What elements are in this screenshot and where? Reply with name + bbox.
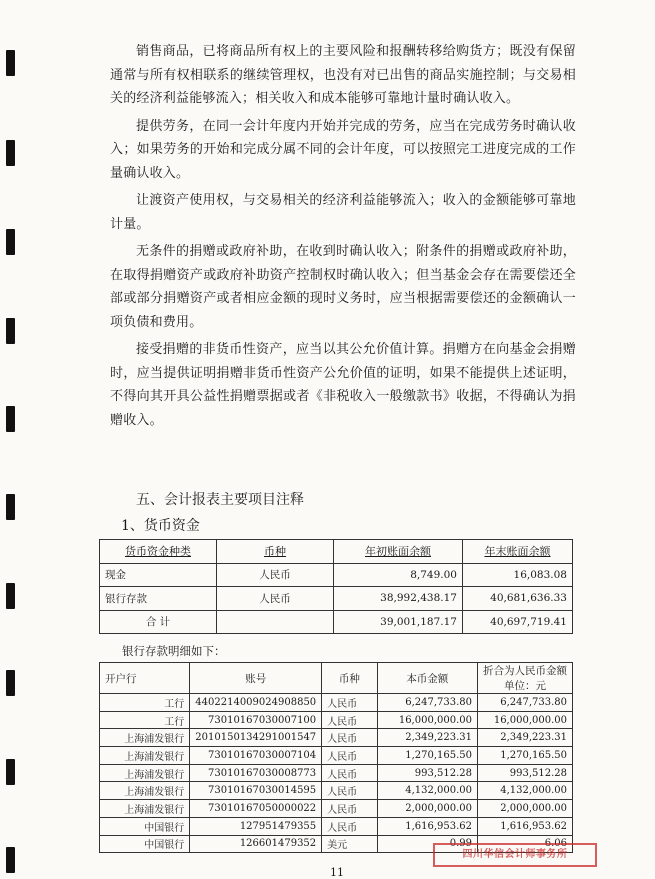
paragraph: 提供劳务，在同一会计年度内开始并完成的劳务，应当在完成劳务时确认收入；如果劳务的开始和完成分属不同的会计年度，可以按照完工进度完成的工作量确认收入。 xyxy=(110,118,576,181)
table-total-row xyxy=(100,610,573,634)
cell-bank: 上海浦发银行 xyxy=(100,729,190,747)
table-row xyxy=(100,800,573,818)
cell-bank: 上海浦发银行 xyxy=(100,800,190,818)
binding-mark xyxy=(6,140,15,166)
cell-bank: 工行 xyxy=(100,711,190,729)
cell-begin: 8,749.00 xyxy=(334,563,463,587)
cell-amount: 4,132,000.00 xyxy=(377,782,477,800)
binding-mark xyxy=(6,318,15,344)
cell-amount: 2,000,000.00 xyxy=(377,800,477,818)
cell-amount: 0.99 xyxy=(377,835,477,853)
table-row xyxy=(100,563,573,587)
cash-table xyxy=(99,539,573,634)
cell-rmb: 2,000,000.00 xyxy=(478,800,573,818)
cell-bank: 中国银行 xyxy=(100,835,190,853)
table-row xyxy=(100,729,573,747)
bank-table xyxy=(99,662,573,853)
cell-currency: 人民币 xyxy=(217,563,334,587)
subsection-title: 1、货币资金 xyxy=(121,518,200,534)
paragraph: 让渡资产使用权，与交易相关的经济利益能够流入；收入的金额能够可靠地计量。 xyxy=(110,193,576,232)
cell-currency: 美元 xyxy=(322,835,377,853)
cell-account: 127951479355 xyxy=(190,817,322,835)
cell-currency: 人民币 xyxy=(217,587,334,611)
column-header: 开户行 xyxy=(100,663,190,694)
cell-bank: 中国银行 xyxy=(100,817,190,835)
cell-amount: 2,349,223.31 xyxy=(377,729,477,747)
cell-type: 银行存款 xyxy=(100,587,217,611)
column-header: 年末账面余额 xyxy=(463,540,573,564)
column-header: 币种 xyxy=(217,540,334,564)
column-header: 币种 xyxy=(322,663,377,694)
page-number: 11 xyxy=(330,866,344,879)
cell-rmb: 1,616,953.62 xyxy=(478,817,573,835)
paragraph: 接受捐赠的非货币性资产，应当以其公允价值计算。捐赠方在向基金会捐赠时，应当提供证明捐赠非货币性资产公允价值的证明，如果不能提供上述证明，不得向其开具公益性捐赠票据或者《非税收入一般缴款书》收据，不得确认为捐赠收入。 xyxy=(110,342,576,428)
cell-currency: 人民币 xyxy=(322,817,377,835)
column-header xyxy=(478,663,573,694)
binding-mark xyxy=(6,229,15,255)
cell-type: 现金 xyxy=(100,563,217,587)
paragraph: 无条件的捐赠或政府补助，在收到时确认收入；附条件的捐赠或政府补助，在取得捐赠资产或政府补助资产控制权时确认收入；但当基金会存在需要偿还全部或部分捐赠资产或者相应金额的现时义务时，应当根据需要偿还的金额确认一项负债和费用。 xyxy=(110,244,576,330)
cell-amount: 6,247,733.80 xyxy=(377,694,477,712)
cell-end: 40,681,636.33 xyxy=(463,587,573,611)
column-header: 本币金额 xyxy=(377,663,477,694)
cell-currency: 人民币 xyxy=(322,782,377,800)
column-header-title: 折合为人民币金额 xyxy=(483,665,567,677)
table-row xyxy=(100,782,573,800)
cell-rmb: 1,270,165.50 xyxy=(478,747,573,765)
cell-empty xyxy=(217,610,334,634)
table-header-row xyxy=(100,540,573,564)
cell-rmb: 993,512.28 xyxy=(478,764,573,782)
bank-detail-note: 银行存款明细如下： xyxy=(122,644,226,658)
cell-end: 16,083.08 xyxy=(463,563,573,587)
cell-amount: 1,270,165.50 xyxy=(377,747,477,765)
cell-rmb: 2,349,223.31 xyxy=(478,729,573,747)
cell-amount: 1,616,953.62 xyxy=(377,817,477,835)
cell-amount: 16,000,000.00 xyxy=(377,711,477,729)
binding-mark xyxy=(6,670,15,696)
table-header-row xyxy=(100,663,573,694)
cell-bank: 工行 xyxy=(100,694,190,712)
cell-begin: 38,992,438.17 xyxy=(334,587,463,611)
table-row xyxy=(100,711,573,729)
table-row xyxy=(100,817,573,835)
binding-mark xyxy=(6,406,15,432)
table-row xyxy=(100,587,573,611)
cell-currency: 人民币 xyxy=(322,764,377,782)
cell-account: 2010150134291001547 xyxy=(190,729,322,747)
binding-mark xyxy=(6,50,15,76)
table-row xyxy=(100,694,573,712)
cell-account: 7301016703000710​0 xyxy=(190,711,322,729)
column-header: 账号 xyxy=(190,663,322,694)
binding-mark xyxy=(6,494,15,520)
cell-account: 4402214009024908850 xyxy=(190,694,322,712)
cell-rmb: 4,132,000.00 xyxy=(478,782,573,800)
table-row xyxy=(100,747,573,765)
cell-currency: 人民币 xyxy=(322,729,377,747)
total-end: 40,697,719.41 xyxy=(463,610,573,634)
binding-mark xyxy=(6,759,15,785)
company-seal: 四川华信会计师事务所 xyxy=(433,843,597,867)
column-header: 货币资金种类 xyxy=(100,540,217,564)
cell-rmb: 16,000,000.00 xyxy=(478,711,573,729)
cell-bank: 上海浦发银行 xyxy=(100,764,190,782)
cell-bank: 上海浦发银行 xyxy=(100,782,190,800)
cell-currency: 人民币 xyxy=(322,747,377,765)
unit-label: 单位：元 xyxy=(504,680,546,692)
cell-amount: 993,512.28 xyxy=(377,764,477,782)
cell-currency: 人民币 xyxy=(322,800,377,818)
cell-bank: 上海浦发银行 xyxy=(100,747,190,765)
cell-account: 73010167050000022 xyxy=(190,800,322,818)
total-label: 合 计 xyxy=(100,610,217,634)
section-title: 五、会计报表主要项目注释 xyxy=(136,492,304,508)
cell-currency: 人民币 xyxy=(322,694,377,712)
binding-mark xyxy=(6,847,15,873)
cell-rmb: 6.06 xyxy=(478,835,573,853)
binding-mark xyxy=(6,583,15,609)
table-row xyxy=(100,764,573,782)
cell-currency: 人民币 xyxy=(322,711,377,729)
paragraph: 销售商品，已将商品所有权上的主要风险和报酬转移给购货方；既没有保留通常与所有权相联系的继续管理权，也没有对已出售的商品实施控制；与交易相关的经济利益能够流入；相关收入和成本能够可靠地计量时确认收入。 xyxy=(110,44,576,106)
cell-account: 73010167030007104 xyxy=(190,747,322,765)
total-begin: 39,001,187.17 xyxy=(334,610,463,634)
cell-account: 73010167030008773 xyxy=(190,764,322,782)
column-header: 年初账面余额 xyxy=(334,540,463,564)
cell-rmb: 6,247,733.80 xyxy=(478,694,573,712)
body-text xyxy=(110,40,576,436)
cell-account: 126601479352 xyxy=(190,835,322,853)
cell-account: 73010167030014595 xyxy=(190,782,322,800)
